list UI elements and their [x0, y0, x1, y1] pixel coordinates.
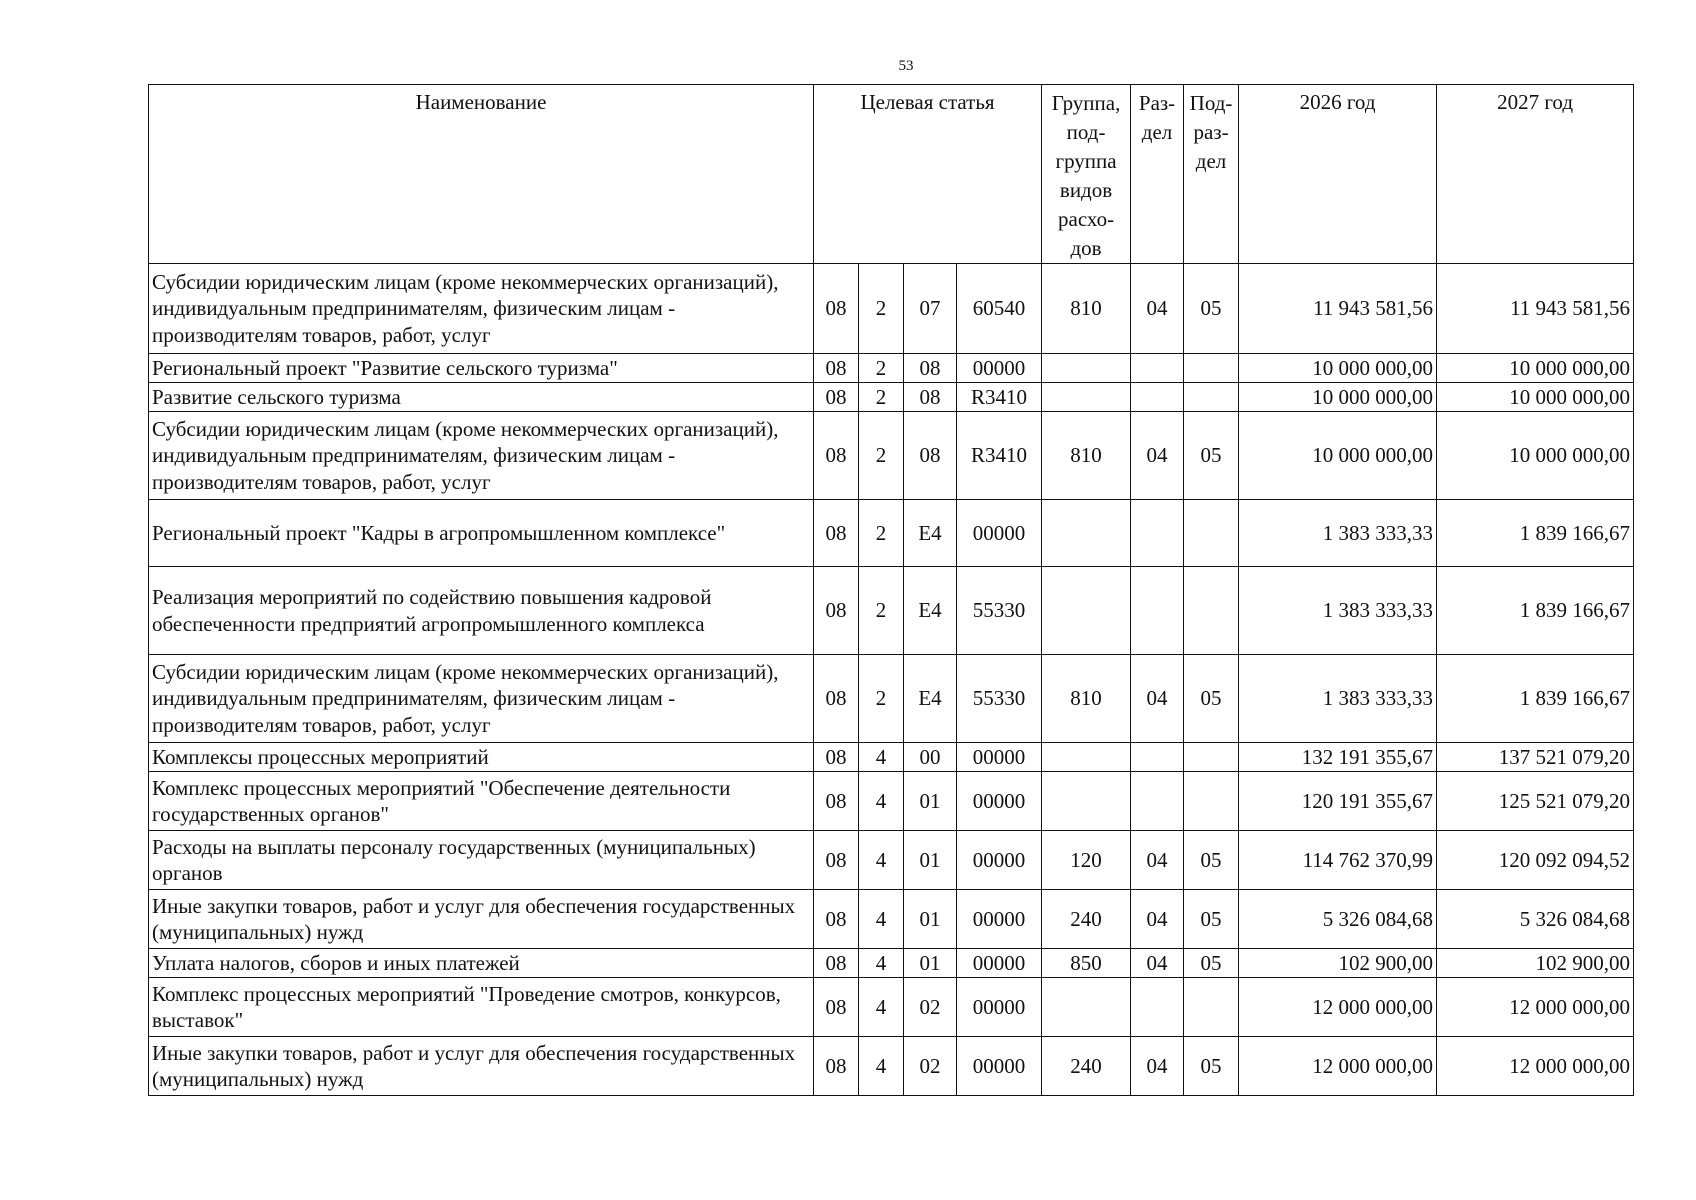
target-article-program: 08 — [814, 264, 859, 354]
target-article-structure: 02 — [904, 1037, 957, 1096]
expense-group: 810 — [1042, 264, 1131, 354]
amount-2026: 12 000 000,00 — [1239, 978, 1437, 1037]
subsection-code: 05 — [1184, 412, 1239, 500]
amount-2027: 102 900,00 — [1437, 949, 1634, 978]
amount-2027: 10 000 000,00 — [1437, 354, 1634, 383]
amount-2027: 5 326 084,68 — [1437, 890, 1634, 949]
section-code — [1131, 354, 1184, 383]
target-article-subprogram: 4 — [859, 831, 904, 890]
row-name: Комплексы процессных мероприятий — [149, 743, 814, 772]
target-article-structure: 02 — [904, 978, 957, 1037]
amount-2027: 12 000 000,00 — [1437, 1037, 1634, 1096]
amount-2026: 132 191 355,67 — [1239, 743, 1437, 772]
section-code — [1131, 500, 1184, 567]
row-name: Развитие сельского туризма — [149, 383, 814, 412]
table-row — [149, 743, 1634, 772]
subsection-code: 05 — [1184, 655, 1239, 743]
target-article-direction: 00000 — [957, 500, 1042, 567]
expense-group: 240 — [1042, 1037, 1131, 1096]
expense-group: 240 — [1042, 890, 1131, 949]
target-article-subprogram: 2 — [859, 354, 904, 383]
amount-2026: 11 943 581,56 — [1239, 264, 1437, 354]
target-article-structure: E4 — [904, 500, 957, 567]
section-code: 04 — [1131, 831, 1184, 890]
amount-2026: 10 000 000,00 — [1239, 412, 1437, 500]
target-article-program: 08 — [814, 500, 859, 567]
subsection-code — [1184, 743, 1239, 772]
target-article-program: 08 — [814, 772, 859, 831]
amount-2026: 1 383 333,33 — [1239, 655, 1437, 743]
target-article-direction: 00000 — [957, 354, 1042, 383]
target-article-program: 08 — [814, 831, 859, 890]
target-article-program: 08 — [814, 890, 859, 949]
target-article-direction: 00000 — [957, 978, 1042, 1037]
row-name: Расходы на выплаты персоналу государственных (муниципальных) органов — [149, 831, 814, 890]
target-article-subprogram: 2 — [859, 567, 904, 655]
amount-2027: 11 943 581,56 — [1437, 264, 1634, 354]
amount-2026: 10 000 000,00 — [1239, 354, 1437, 383]
header-year-2026: 2026 год — [1239, 85, 1437, 264]
target-article-subprogram: 2 — [859, 655, 904, 743]
target-article-structure: 01 — [904, 949, 957, 978]
table-row — [149, 831, 1634, 890]
subsection-code — [1184, 567, 1239, 655]
row-name: Региональный проект "Развитие сельского туризма" — [149, 354, 814, 383]
section-code — [1131, 743, 1184, 772]
target-article-structure: E4 — [904, 655, 957, 743]
amount-2027: 137 521 079,20 — [1437, 743, 1634, 772]
target-article-subprogram: 4 — [859, 978, 904, 1037]
section-code — [1131, 772, 1184, 831]
subsection-code: 05 — [1184, 1037, 1239, 1096]
amount-2026: 12 000 000,00 — [1239, 1037, 1437, 1096]
section-code: 04 — [1131, 655, 1184, 743]
section-code: 04 — [1131, 949, 1184, 978]
target-article-subprogram: 4 — [859, 1037, 904, 1096]
table-row — [149, 412, 1634, 500]
expense-group — [1042, 500, 1131, 567]
target-article-structure: 07 — [904, 264, 957, 354]
section-code: 04 — [1131, 890, 1184, 949]
expense-group: 120 — [1042, 831, 1131, 890]
target-article-program: 08 — [814, 743, 859, 772]
target-article-direction: R3410 — [957, 412, 1042, 500]
target-article-direction: 00000 — [957, 1037, 1042, 1096]
table-row — [149, 264, 1634, 354]
row-name: Уплата налогов, сборов и иных платежей — [149, 949, 814, 978]
header-year-2027: 2027 год — [1437, 85, 1634, 264]
expense-group — [1042, 354, 1131, 383]
amount-2027: 1 839 166,67 — [1437, 567, 1634, 655]
expense-group — [1042, 567, 1131, 655]
target-article-subprogram: 4 — [859, 772, 904, 831]
subsection-code — [1184, 978, 1239, 1037]
table-row — [149, 1037, 1634, 1096]
header-name: Наименование — [149, 85, 814, 264]
target-article-program: 08 — [814, 383, 859, 412]
target-article-direction: 00000 — [957, 949, 1042, 978]
section-code: 04 — [1131, 412, 1184, 500]
expense-group: 810 — [1042, 655, 1131, 743]
target-article-direction: 55330 — [957, 567, 1042, 655]
amount-2027: 10 000 000,00 — [1437, 383, 1634, 412]
target-article-structure: 08 — [904, 383, 957, 412]
section-code: 04 — [1131, 264, 1184, 354]
table-row — [149, 890, 1634, 949]
header-subsection: Под-раз-дел — [1184, 85, 1239, 264]
target-article-subprogram: 4 — [859, 743, 904, 772]
amount-2026: 1 383 333,33 — [1239, 500, 1437, 567]
target-article-program: 08 — [814, 655, 859, 743]
section-code — [1131, 978, 1184, 1037]
target-article-subprogram: 2 — [859, 264, 904, 354]
subsection-code — [1184, 772, 1239, 831]
target-article-structure: 01 — [904, 890, 957, 949]
target-article-direction: R3410 — [957, 383, 1042, 412]
header-target-article: Целевая статья — [814, 85, 1042, 264]
target-article-subprogram: 2 — [859, 500, 904, 567]
expense-group — [1042, 772, 1131, 831]
amount-2026: 1 383 333,33 — [1239, 567, 1437, 655]
target-article-subprogram: 4 — [859, 890, 904, 949]
row-name: Субсидии юридическим лицам (кроме некоммерческих организаций), индивидуальным предпринимателям, физическим лицам - производителям товаров, работ, услуг — [149, 264, 814, 354]
subsection-code: 05 — [1184, 831, 1239, 890]
target-article-direction: 00000 — [957, 890, 1042, 949]
row-name: Субсидии юридическим лицам (кроме некоммерческих организаций), индивидуальным предпринимателям, физическим лицам - производителям товаров, работ, услуг — [149, 412, 814, 500]
table-row — [149, 567, 1634, 655]
row-name: Комплекс процессных мероприятий "Проведение смотров, конкурсов, выставок" — [149, 978, 814, 1037]
target-article-program: 08 — [814, 949, 859, 978]
table-row — [149, 655, 1634, 743]
subsection-code: 05 — [1184, 890, 1239, 949]
row-name: Комплекс процессных мероприятий "Обеспечение деятельности государственных органов" — [149, 772, 814, 831]
expense-group — [1042, 978, 1131, 1037]
table-row — [149, 500, 1634, 567]
target-article-structure: 08 — [904, 412, 957, 500]
amount-2027: 1 839 166,67 — [1437, 655, 1634, 743]
target-article-subprogram: 2 — [859, 383, 904, 412]
subsection-code — [1184, 500, 1239, 567]
target-article-direction: 00000 — [957, 743, 1042, 772]
target-article-subprogram: 4 — [859, 949, 904, 978]
amount-2026: 10 000 000,00 — [1239, 383, 1437, 412]
target-article-direction: 55330 — [957, 655, 1042, 743]
expense-group — [1042, 743, 1131, 772]
target-article-program: 08 — [814, 1037, 859, 1096]
amount-2027: 12 000 000,00 — [1437, 978, 1634, 1037]
target-article-structure: 01 — [904, 831, 957, 890]
amount-2027: 125 521 079,20 — [1437, 772, 1634, 831]
amount-2026: 114 762 370,99 — [1239, 831, 1437, 890]
expense-group: 850 — [1042, 949, 1131, 978]
row-name: Региональный проект "Кадры в агропромышленном комплексе" — [149, 500, 814, 567]
target-article-direction: 00000 — [957, 831, 1042, 890]
amount-2027: 1 839 166,67 — [1437, 500, 1634, 567]
table-row — [149, 772, 1634, 831]
target-article-program: 08 — [814, 567, 859, 655]
expense-group — [1042, 383, 1131, 412]
target-article-subprogram: 2 — [859, 412, 904, 500]
subsection-code — [1184, 383, 1239, 412]
section-code — [1131, 383, 1184, 412]
section-code — [1131, 567, 1184, 655]
header-group: Группа, под-группа видов расхо-дов — [1042, 85, 1131, 264]
target-article-structure: 01 — [904, 772, 957, 831]
target-article-program: 08 — [814, 978, 859, 1037]
table-row — [149, 949, 1634, 978]
amount-2026: 120 191 355,67 — [1239, 772, 1437, 831]
amount-2026: 102 900,00 — [1239, 949, 1437, 978]
row-name: Реализация мероприятий по содействию повышения кадровой обеспеченности предприятий агропромышленного комплекса — [149, 567, 814, 655]
amount-2027: 120 092 094,52 — [1437, 831, 1634, 890]
row-name: Иные закупки товаров, работ и услуг для обеспечения государственных (муниципальных) нужд — [149, 890, 814, 949]
header-section: Раз-дел — [1131, 85, 1184, 264]
target-article-direction: 00000 — [957, 772, 1042, 831]
subsection-code: 05 — [1184, 949, 1239, 978]
table-row — [149, 978, 1634, 1037]
target-article-structure: 00 — [904, 743, 957, 772]
expense-group: 810 — [1042, 412, 1131, 500]
table-header-row — [149, 85, 1634, 264]
section-code: 04 — [1131, 1037, 1184, 1096]
table-row — [149, 383, 1634, 412]
amount-2026: 5 326 084,68 — [1239, 890, 1437, 949]
target-article-program: 08 — [814, 412, 859, 500]
subsection-code — [1184, 354, 1239, 383]
target-article-structure: 08 — [904, 354, 957, 383]
subsection-code: 05 — [1184, 264, 1239, 354]
amount-2027: 10 000 000,00 — [1437, 412, 1634, 500]
row-name: Иные закупки товаров, работ и услуг для обеспечения государственных (муниципальных) нужд — [149, 1037, 814, 1096]
table-row — [149, 354, 1634, 383]
row-name: Субсидии юридическим лицам (кроме некоммерческих организаций), индивидуальным предпринимателям, физическим лицам - производителям товаров, работ, услуг — [149, 655, 814, 743]
target-article-direction: 60540 — [957, 264, 1042, 354]
target-article-program: 08 — [814, 354, 859, 383]
budget-table — [148, 84, 1634, 1096]
page-number: 53 — [898, 58, 914, 74]
target-article-structure: E4 — [904, 567, 957, 655]
